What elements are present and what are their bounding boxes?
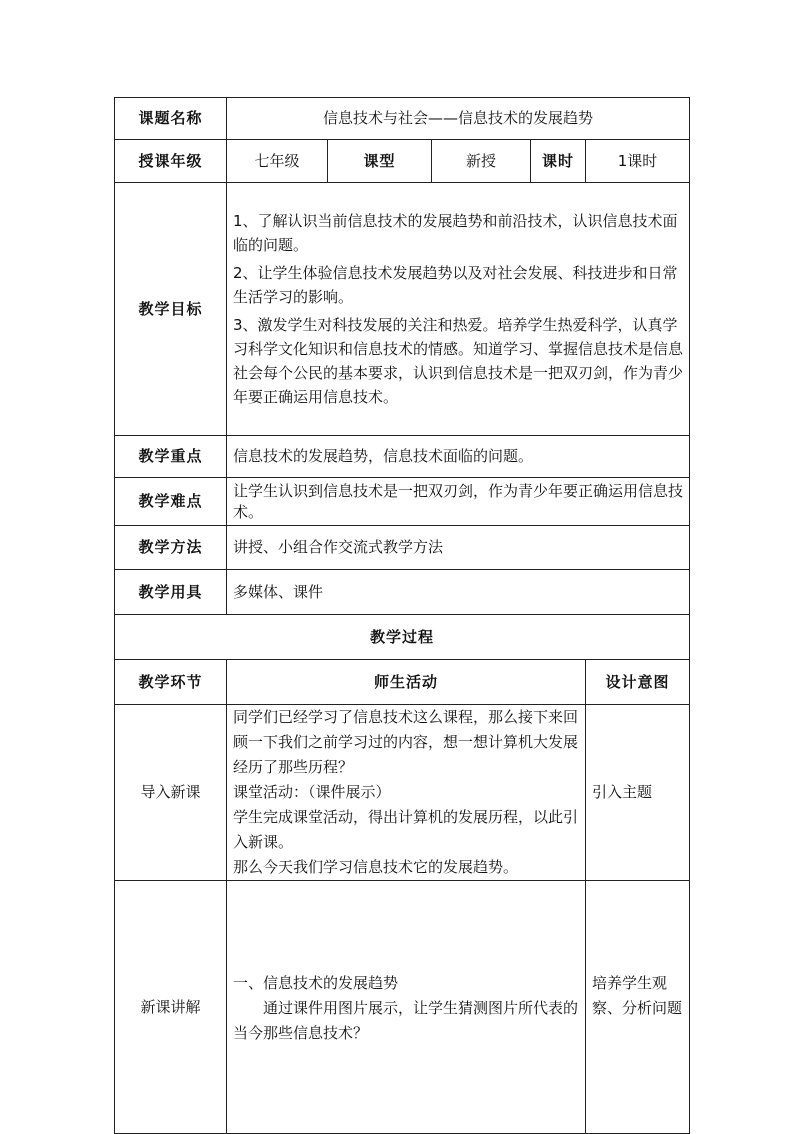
activity-new-lesson <box>227 881 586 1134</box>
row-key-point <box>115 436 690 478</box>
stage-new-lesson: 新课讲解 <box>115 881 227 1134</box>
method-value: 讲授、小组合作交流式教学方法 <box>227 526 690 570</box>
method-label: 教学方法 <box>115 526 227 570</box>
col-intent-header: 设计意图 <box>586 660 690 705</box>
row-goals <box>115 183 690 436</box>
new-lesson-line-2: 通过课件用图片展示，让学生猜测图片所代表的当今那些信息技术？ <box>233 999 579 1042</box>
row-process-title <box>115 615 690 660</box>
course-name-label: 课题名称 <box>115 98 227 140</box>
row-course-name <box>115 98 690 140</box>
key-point-value: 信息技术的发展趋势，信息技术面临的问题。 <box>227 436 690 478</box>
row-tools <box>115 570 690 615</box>
row-grade <box>115 140 690 183</box>
intro-line-3: 学生完成课堂活动，得出计算机的发展历程，以此引入新课。 <box>233 808 579 851</box>
tools-value: 多媒体、课件 <box>227 570 690 615</box>
intent-intro: 引入主题 <box>586 705 690 881</box>
goals-content <box>227 183 690 436</box>
row-process-header <box>115 660 690 705</box>
goal-item-1: 1、了解认识当前信息技术的发展趋势和前沿技术，认识信息技术面临的问题。 <box>233 212 678 254</box>
activity-intro <box>227 705 586 881</box>
intent-new-lesson: 培养学生观察、分析问题 <box>586 881 690 1134</box>
stage-intro: 导入新课 <box>115 705 227 881</box>
col-activity-header: 师生活动 <box>227 660 586 705</box>
goals-label: 教学目标 <box>115 183 227 436</box>
period-value: 1课时 <box>586 140 690 183</box>
type-label: 课型 <box>328 140 432 183</box>
course-name-value: 信息技术与社会——信息技术的发展趋势 <box>227 98 690 140</box>
intro-line-4: 那么今天我们学习信息技术它的发展趋势。 <box>233 858 519 876</box>
new-lesson-line-1: 一、信息技术的发展趋势 <box>233 974 399 992</box>
row-new-lesson <box>115 881 690 1134</box>
difficulty-label: 教学难点 <box>115 478 227 526</box>
period-label: 课时 <box>531 140 586 183</box>
row-difficulty <box>115 478 690 526</box>
grade-label: 授课年级 <box>115 140 227 183</box>
row-intro <box>115 705 690 881</box>
intro-line-2: 课堂活动：（课件展示） <box>233 783 391 801</box>
row-method <box>115 526 690 570</box>
tools-label: 教学用具 <box>115 570 227 615</box>
intro-line-1: 同学们已经学习了信息技术这么课程，那么接下来回顾一下我们之前学习过的内容，想一想计算机大发展经历了那些历程？ <box>233 708 579 776</box>
key-point-label: 教学重点 <box>115 436 227 478</box>
goal-item-3: 3、激发学生对科技发展的关注和热爱。培养学生热爱科学，认真学习科学文化知识和信息技术的情感。知道学习、掌握信息技术是信息社会每个公民的基本要求，认识到信息技术是一把双刃剑，作为青少年要正确运用信息技术。 <box>233 316 684 406</box>
grade-value: 七年级 <box>227 140 328 183</box>
goal-item-2: 2、让学生体验信息技术发展趋势以及对社会发展、科技进步和日常生活学习的影响。 <box>233 264 678 306</box>
lesson-plan-table <box>114 97 690 1134</box>
type-value: 新授 <box>432 140 531 183</box>
difficulty-value: 让学生认识到信息技术是一把双刃剑，作为青少年要正确运用信息技术。 <box>227 478 690 526</box>
process-title: 教学过程 <box>115 615 690 660</box>
col-stage-header: 教学环节 <box>115 660 227 705</box>
